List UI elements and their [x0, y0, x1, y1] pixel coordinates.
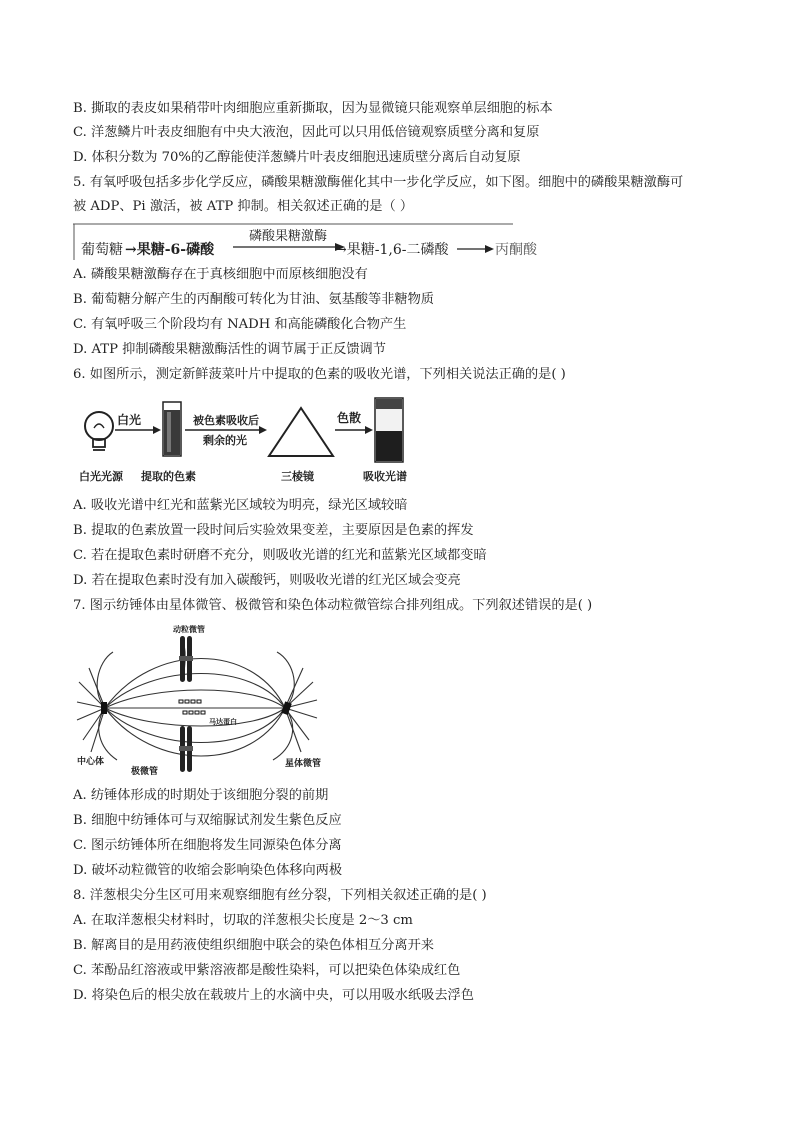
q5-option-d: D. ATP 抑制磷酸果糖激酶活性的调节属于正反馈调节 — [73, 342, 386, 357]
fig6-absorb-line1: 被色素吸收后 — [193, 414, 259, 427]
q8-option-a: A. 在取洋葱根尖材料时，切取的洋葱根尖长度是 2～3 cm — [73, 913, 413, 928]
q7-spindle-figure — [73, 622, 333, 778]
q7-option-a: A. 纺锤体形成的时期处于该细胞分裂的前期 — [73, 788, 329, 803]
motor-protein-marks — [179, 700, 205, 714]
fig6-spectrum-label: 吸收光谱 — [363, 470, 407, 483]
q6-option-c: C. 若在提取色素时研磨不充分，则吸收光谱的红光和蓝紫光区域都变暗 — [73, 548, 487, 563]
q8-option-d: D. 将染色后的根尖放在载玻片上的水滴中央，可以用吸水纸吸去浮色 — [73, 988, 474, 1003]
light-bulb-icon — [85, 412, 113, 450]
fig7-astral-label: 星体微管 — [285, 759, 322, 769]
q4-option-d: D. 体积分数为 70%的乙醇能使洋葱鳞片叶表皮细胞迅速质壁分离后自动复原 — [73, 150, 521, 165]
fig6-source-label: 白光光源 — [79, 470, 123, 483]
fig7-kinetochore-label: 动粒微管 — [173, 625, 205, 634]
fig6-white-light: 白光 — [117, 413, 142, 427]
fig6-absorb-line2: 剩余的光 — [203, 434, 247, 447]
q5-option-c: C. 有氧呼吸三个阶段均有 NADH 和高能磷酸化合物产生 — [73, 317, 407, 332]
q6-spectrum-figure — [73, 392, 433, 490]
fig7-polar-label: 极微管 — [131, 767, 159, 777]
q8-stem: 8. 洋葱根尖分生区可用来观察细胞有丝分裂，下列相关叙述正确的是( ) — [73, 888, 487, 903]
q5-stem-line2: 被 ADP、Pi 激活，被 ATP 抑制。相关叙述正确的是（ ） — [73, 199, 414, 214]
q6-option-d: D. 若在提取色素时没有加入碳酸钙，则吸收光谱的红光区域会变亮 — [73, 573, 461, 588]
q5-stem-line1: 5. 有氧呼吸包括多步化学反应，磷酸果糖激酶催化其中一步化学反应，如下图。细胞中的磷酸果糖激酶可 — [73, 175, 684, 190]
chromosome-bottom — [179, 726, 193, 772]
fig5-f6p: →果糖-6-磷酸 — [125, 242, 215, 258]
fig7-motor-label: 马达蛋白 — [209, 718, 237, 726]
fig5-f16bp: →果糖-1,6-二磷酸 — [335, 242, 449, 258]
q8-option-b: B. 解离目的是用药液使组织细胞中联会的染色体相互分离开来 — [73, 938, 434, 953]
fig6-dispersion: 色散 — [337, 411, 362, 425]
q8-option-c: C. 苯酚品红溶液或甲紫溶液都是酸性染料，可以把染色体染成红色 — [73, 963, 461, 978]
q6-option-a: A. 吸收光谱中红光和蓝紫光区域较为明亮，绿光区域较暗 — [73, 498, 408, 513]
fig6-prism-label: 三棱镜 — [281, 470, 314, 483]
q4-option-b: B. 撕取的表皮如果稍带叶肉细胞应重新撕取，因为显微镜只能观察单层细胞的标本 — [73, 101, 553, 116]
chromosome-top — [179, 636, 193, 682]
q5-reaction-figure — [73, 222, 537, 262]
q7-stem: 7. 图示纺锤体由星体微管、极微管和染色体动粒微管综合排列组成。下列叙述错误的是( ) — [73, 598, 593, 613]
absorption-spectrum-strip — [375, 398, 403, 462]
q4-option-c: C. 洋葱鳞片叶表皮细胞有中央大液泡，因此可以只用低倍镜观察质壁分离和复原 — [73, 125, 540, 140]
q7-option-c: C. 图示纺锤体所在细胞将发生同源染色体分离 — [73, 838, 342, 853]
fig5-enzyme: 磷酸果糖激酶 — [249, 229, 328, 244]
fig7-centrosome-label: 中心体 — [77, 757, 105, 767]
q7-option-d: D. 破坏动粒微管的收缩会影响染色体移向两极 — [73, 863, 343, 878]
q7-option-b: B. 细胞中纺锤体可与双缩脲试剂发生紫色反应 — [73, 813, 342, 828]
q6-stem: 6. 如图所示，测定新鲜菠菜叶片中提取的色素的吸收光谱，下列相关说法正确的是( ) — [73, 367, 566, 382]
fig5-glucose: 葡萄糖 — [81, 242, 123, 258]
pigment-cuvette — [163, 402, 181, 456]
q6-option-b: B. 提取的色素放置一段时间后实验效果变差，主要原因是色素的挥发 — [73, 523, 474, 538]
q5-option-a: A. 磷酸果糖激酶存在于真核细胞中而原核细胞没有 — [73, 267, 368, 282]
prism-shape — [269, 408, 333, 456]
fig5-pyruvate: 丙酮酸 — [495, 242, 537, 258]
q5-option-b: B. 葡萄糖分解产生的丙酮酸可转化为甘油、氨基酸等非糖物质 — [73, 292, 434, 307]
fig6-pigment-label: 提取的色素 — [141, 470, 196, 483]
